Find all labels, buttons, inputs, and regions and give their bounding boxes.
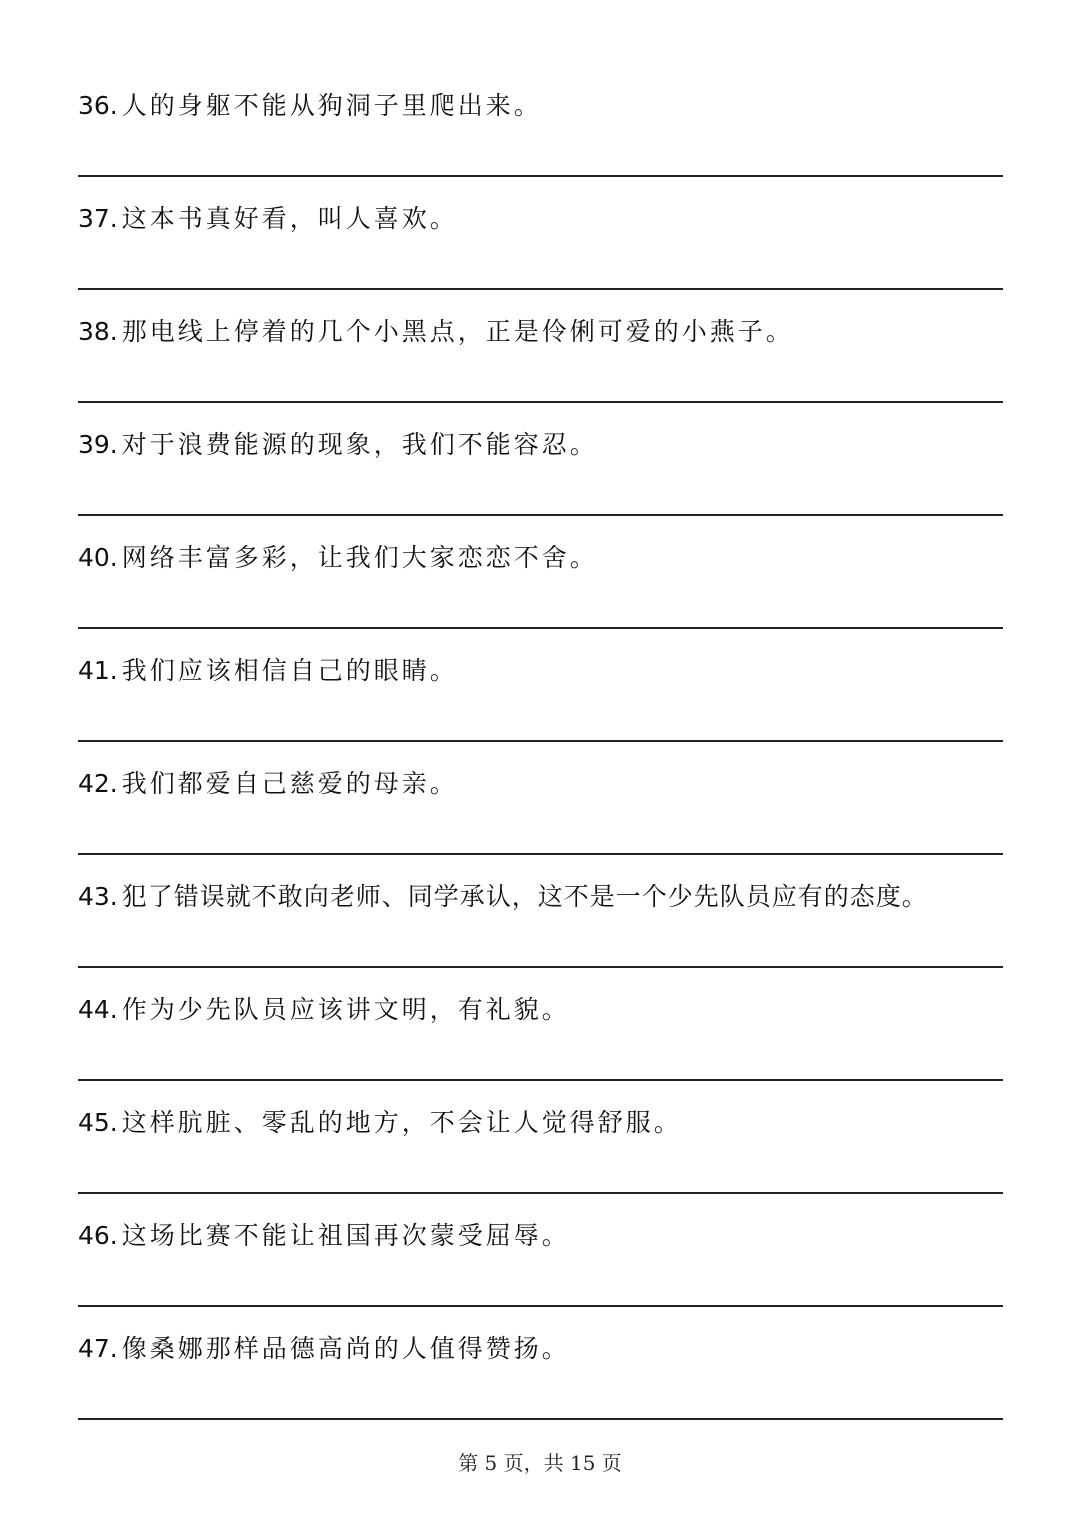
question-36 <box>78 86 1008 126</box>
answer-line-41 <box>78 740 1003 742</box>
question-45 <box>78 1103 1008 1143</box>
answer-line-43 <box>78 966 1003 968</box>
question-number: 44. <box>78 995 118 1024</box>
question-text: 像桑娜那样品德高尚的人值得赞扬。 <box>121 1334 570 1363</box>
answer-line-46 <box>78 1305 1003 1307</box>
question-number: 46. <box>78 1221 118 1250</box>
question-40 <box>78 538 1008 578</box>
answer-line-36 <box>78 175 1003 177</box>
question-number: 47. <box>78 1334 118 1363</box>
question-text: 网络丰富多彩，让我们大家恋恋不舍。 <box>121 543 598 572</box>
question-text: 我们应该相信自己的眼睛。 <box>121 656 458 685</box>
answer-line-42 <box>78 853 1003 855</box>
question-text: 这本书真好看，叫人喜欢。 <box>121 204 458 233</box>
question-text: 我们都爱自己慈爱的母亲。 <box>121 769 458 798</box>
question-number: 39. <box>78 430 118 459</box>
answer-line-38 <box>78 401 1003 403</box>
question-41 <box>78 651 1008 691</box>
question-47 <box>78 1329 1008 1369</box>
question-number: 41. <box>78 656 118 685</box>
answer-line-37 <box>78 288 1003 290</box>
answer-line-47 <box>78 1418 1003 1420</box>
answer-line-45 <box>78 1192 1003 1194</box>
question-number: 40. <box>78 543 118 572</box>
question-number: 45. <box>78 1108 118 1137</box>
question-42 <box>78 764 1008 804</box>
question-text: 那电线上停着的几个小黑点，正是伶俐可爱的小燕子。 <box>121 317 794 346</box>
question-text: 人的身躯不能从狗洞子里爬出来。 <box>121 91 542 120</box>
question-43 <box>78 877 1008 917</box>
page-footer: 第 5 页，共 15 页 <box>458 1451 622 1475</box>
question-number: 37. <box>78 204 118 233</box>
question-38 <box>78 312 1008 352</box>
answer-line-40 <box>78 627 1003 629</box>
question-text: 对于浪费能源的现象，我们不能容忍。 <box>121 430 598 459</box>
answer-line-44 <box>78 1079 1003 1081</box>
question-text: 作为少先队员应该讲文明，有礼貌。 <box>121 995 570 1024</box>
question-39 <box>78 425 1008 465</box>
question-text: 这样肮脏、零乱的地方，不会让人觉得舒服。 <box>121 1108 682 1137</box>
question-44 <box>78 990 1008 1030</box>
question-46 <box>78 1216 1008 1256</box>
question-number: 42. <box>78 769 118 798</box>
question-37 <box>78 199 1008 239</box>
question-number: 38. <box>78 317 118 346</box>
question-number: 36. <box>78 91 118 120</box>
question-number: 43. <box>78 882 118 911</box>
answer-line-39 <box>78 514 1003 516</box>
question-text: 这场比赛不能让祖国再次蒙受屈辱。 <box>121 1221 570 1250</box>
question-text: 犯了错误就不敢向老师、同学承认，这不是一个少先队员应有的态度。 <box>121 882 928 911</box>
